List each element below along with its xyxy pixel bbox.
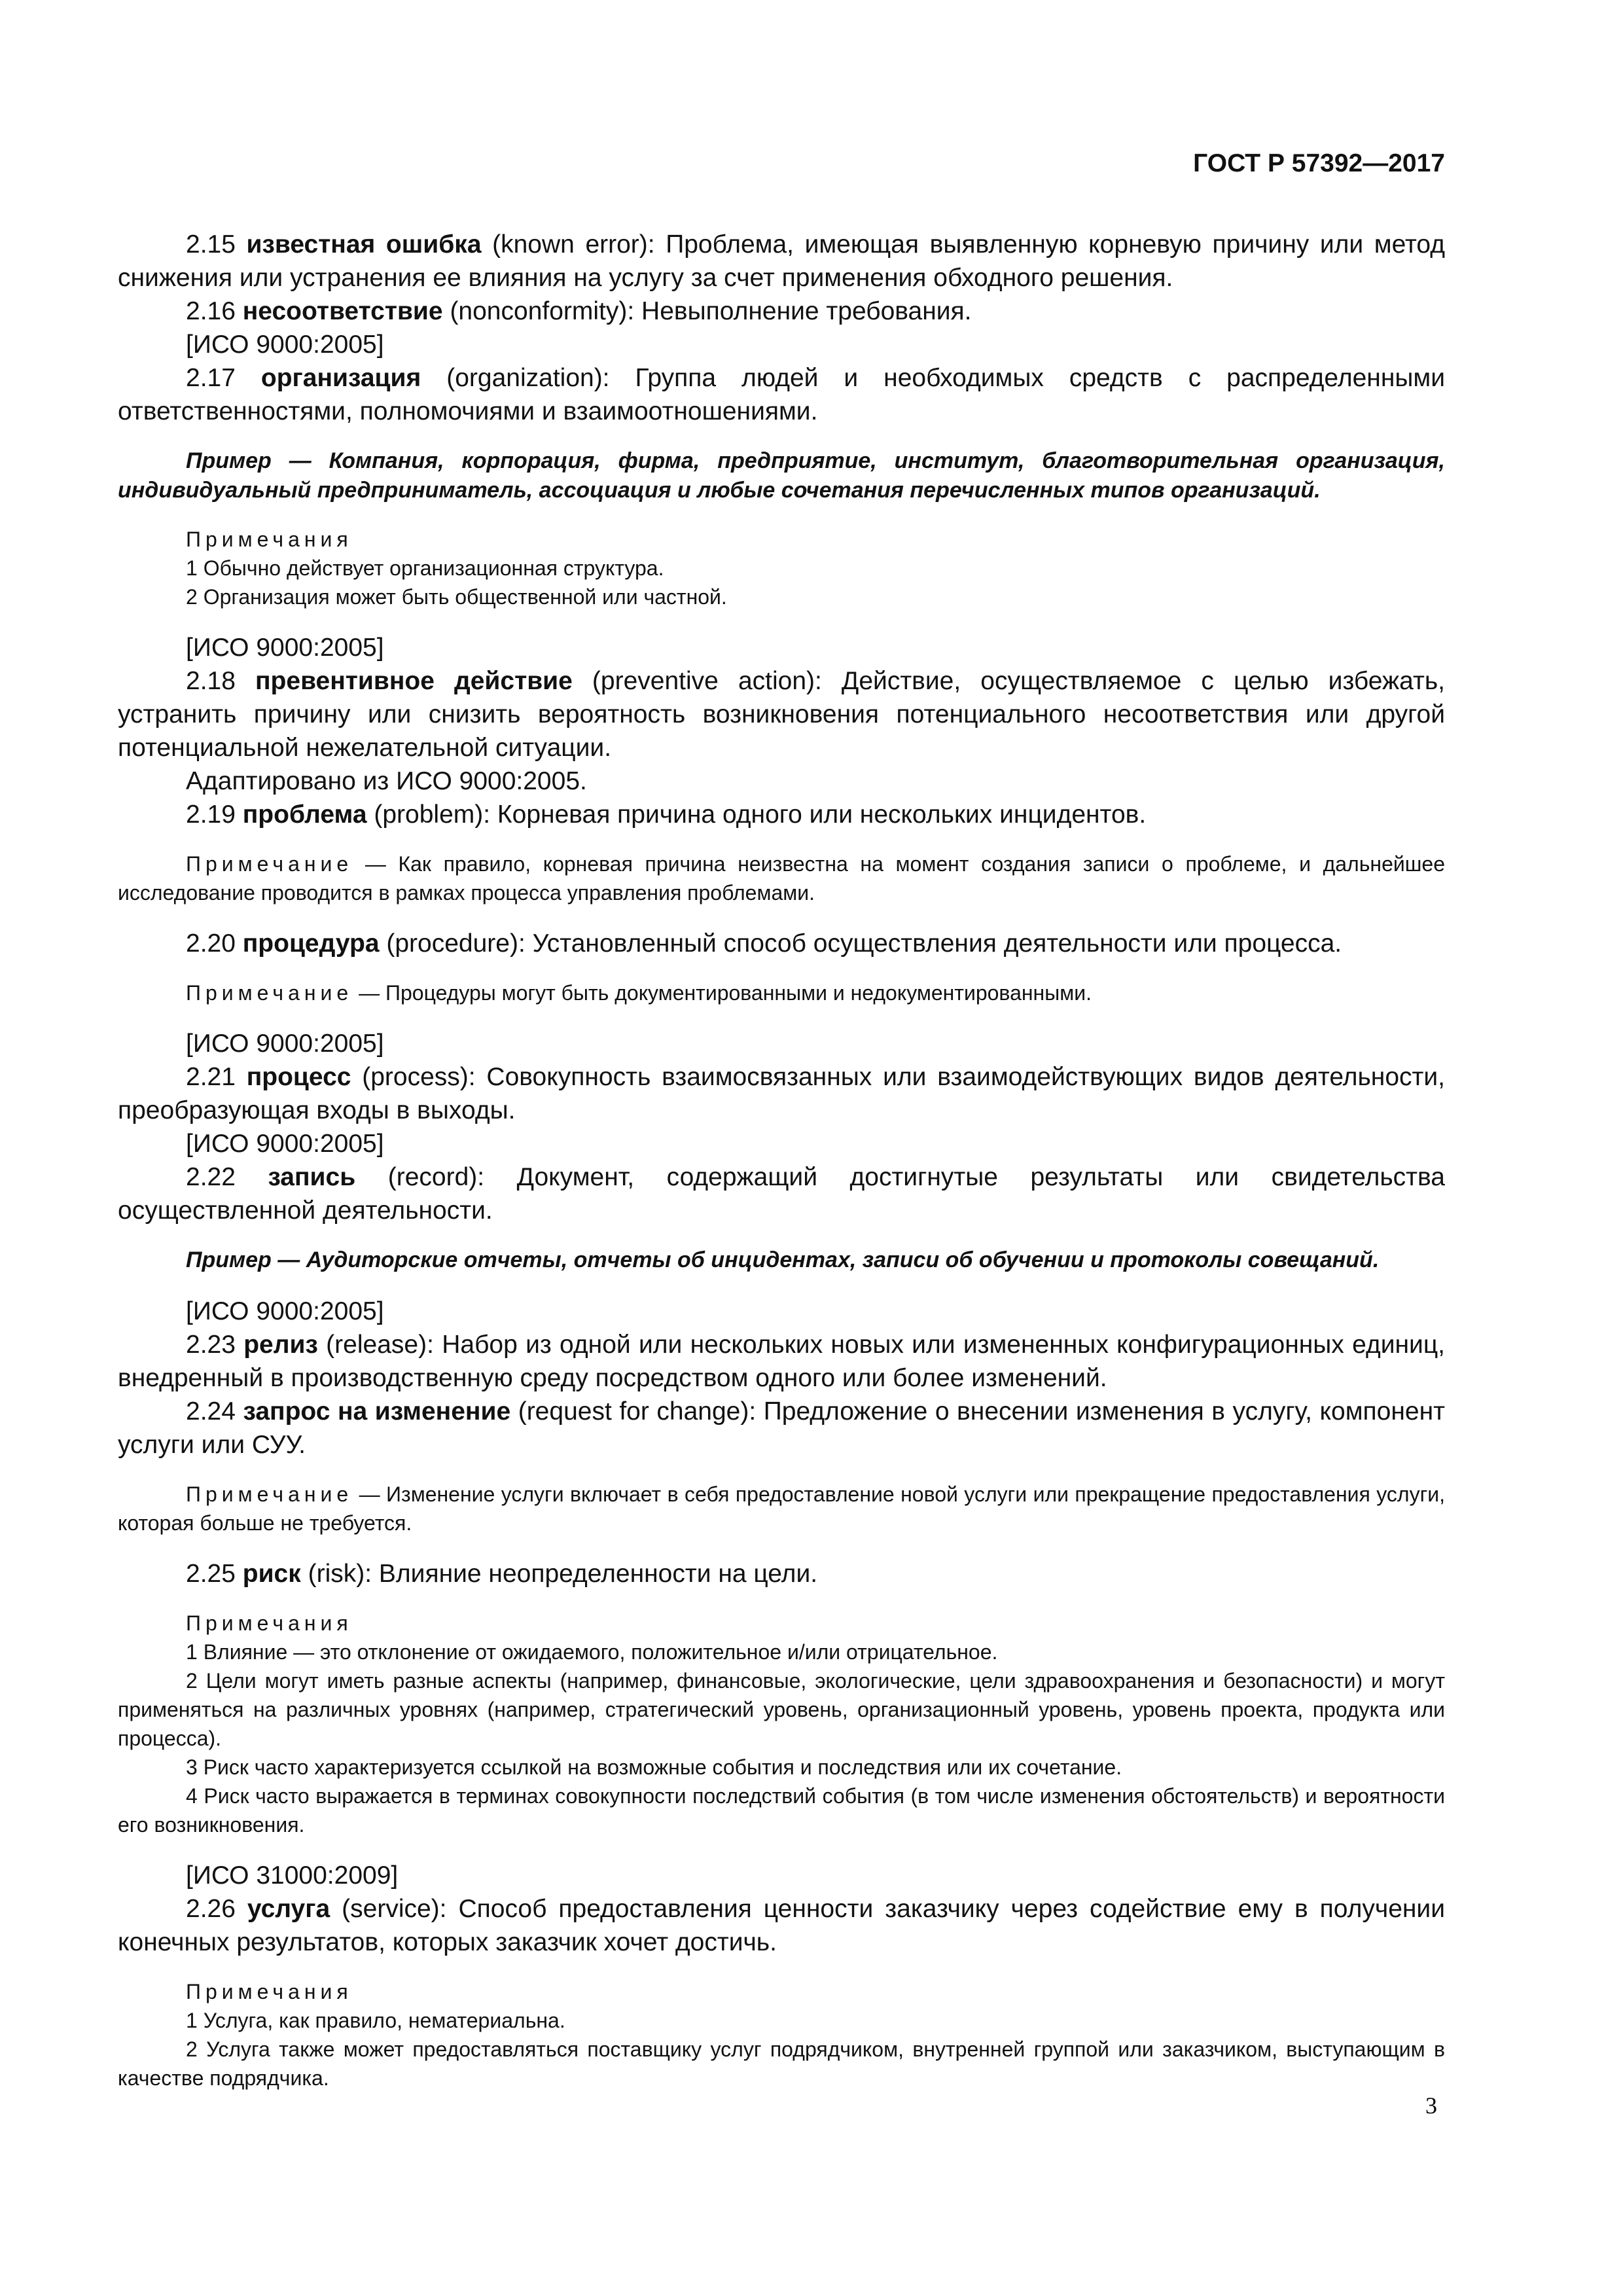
term-2-20: 2.20 процедура (procedure): Установленный способ осуществления деятельности или процесса. bbox=[186, 929, 1342, 958]
term-2-25: 2.25 риск (risk): Влияние неопределенности на цели. bbox=[186, 1560, 818, 1588]
term-2-16: 2.16 несоответствие (nonconformity): Невыполнение требования. bbox=[186, 297, 972, 325]
term-title: процедура bbox=[242, 929, 380, 958]
term-title: запрос на изменение bbox=[243, 1397, 511, 1426]
note-2-19: Примечание — Как правило, корневая причина неизвестна на момент создания записи о проблеме, и дальнейшее исследование проводится в рамках процесса управления проблемами. bbox=[118, 852, 1445, 905]
note-2-24: Примечание — Изменение услуги включает в себя предоставление новой услуги или прекращение предоставления услуги, которая больше не требуется. bbox=[118, 1482, 1445, 1535]
term-2-18: 2.18 превентивное действие (preventive action): Действие, осуществляемое с целью избежать, устранить причину или снизить вероятность возникновения потенциального несоответствия или другой потенциальной нежелательной ситуации. bbox=[118, 667, 1445, 762]
term-title: процесс bbox=[246, 1063, 351, 1091]
term-title: услуга bbox=[247, 1895, 330, 1923]
note-item: 1 Влияние — это отклонение от ожидаемого, положительное и/или отрицательное. bbox=[186, 1640, 998, 1664]
term-title: запись bbox=[268, 1163, 356, 1191]
term-title: известная ошибка bbox=[246, 230, 482, 259]
note-label: Примечание bbox=[186, 852, 353, 876]
term-title: организация bbox=[260, 364, 421, 392]
note-item: 1 Обычно действует организационная структура. bbox=[186, 556, 664, 580]
term-2-17: 2.17 организация (organization): Группа людей и необходимых средств с распределенными ответственностями, полномочиями и взаимоотношениями. bbox=[118, 364, 1445, 425]
source-ref: [ИСО 9000:2005] bbox=[186, 634, 384, 662]
term-2-19: 2.19 проблема (problem): Корневая причина одного или нескольких инцидентов. bbox=[186, 800, 1147, 829]
notes-2-17 bbox=[118, 525, 1445, 611]
note-label: Примечание bbox=[186, 1482, 353, 1506]
term-2-24: 2.24 запрос на изменение (request for change): Предложение о внесении изменения в услугу, компонент услуги или СУУ. bbox=[118, 1397, 1445, 1459]
example-2-17: Пример — Компания, корпорация, фирма, предприятие, институт, благотворительная организация, индивидуальный предприниматель, ассоциация и любые сочетания перечисленных типов организаций. bbox=[118, 448, 1445, 503]
term-2-22: 2.22 запись (record): Документ, содержащий достигнутые результаты или свидетельства осуществленной деятельности. bbox=[118, 1163, 1445, 1225]
term-title: риск bbox=[242, 1560, 301, 1588]
adapted-note: Адаптировано из ИСО 9000:2005. bbox=[186, 767, 587, 795]
page-number: 3 bbox=[1425, 2092, 1437, 2119]
note-item: 1 Услуга, как правило, нематериальна. bbox=[186, 2009, 565, 2032]
note-label: Примечание bbox=[186, 981, 353, 1005]
term-title: несоответствие bbox=[242, 297, 443, 325]
term-2-23: 2.23 релиз (release): Набор из одной или нескольких новых или измененных конфигурационных единиц, внедренный в производственную среду посредством одного или более изменений. bbox=[118, 1331, 1445, 1392]
note-item: 2 Услуга также может предоставляться поставщику услуг подрядчиком, внутренней группой или заказчиком, выступающим в качестве подрядчика. bbox=[118, 2037, 1445, 2090]
term-2-15: 2.15 известная ошибка (known error): Проблема, имеющая выявленную корневую причину или метод снижения или устранения ее влияния на услугу за счет применения обходного решения. bbox=[118, 230, 1445, 292]
source-ref: [ИСО 9000:2005] bbox=[186, 331, 384, 359]
notes-heading: Примечания bbox=[186, 1611, 353, 1635]
note-item: 4 Риск часто выражается в терминах совокупности последствий события (в том числе изменения обстоятельств) и вероятности его возникновения. bbox=[118, 1784, 1445, 1837]
notes-2-25 bbox=[118, 1609, 1445, 1839]
document-header: ГОСТ Р 57392—2017 bbox=[1193, 149, 1445, 177]
note-item: 2 Организация может быть общественной или частной. bbox=[186, 585, 727, 609]
term-title: релиз bbox=[243, 1331, 318, 1359]
term-2-21: 2.21 процесс (process): Совокупность взаимосвязанных или взаимодействующих видов деятельности, преобразующая входы в выходы. bbox=[118, 1063, 1446, 1124]
source-ref: [ИСО 31000:2009] bbox=[186, 1861, 399, 1890]
term-2-26: 2.26 услуга (service): Способ предоставления ценности заказчику через содействие ему в получении конечных результатов, которых заказчик хочет достичь. bbox=[118, 1895, 1445, 1956]
term-title: проблема bbox=[242, 800, 367, 829]
notes-heading: Примечания bbox=[186, 528, 353, 551]
term-title: превентивное действие bbox=[255, 667, 573, 695]
notes-heading: Примечания bbox=[186, 1980, 353, 2003]
note-item: 3 Риск часто характеризуется ссылкой на возможные события и последствия или их сочетание. bbox=[186, 1755, 1122, 1779]
source-ref: [ИСО 9000:2005] bbox=[186, 1297, 384, 1325]
source-ref: [ИСО 9000:2005] bbox=[186, 1130, 384, 1158]
notes-2-26 bbox=[118, 1977, 1445, 2092]
note-2-20: Примечание — Процедуры могут быть документированными и недокументированными. bbox=[186, 981, 1092, 1005]
note-item: 2 Цели могут иметь разные аспекты (например, финансовые, экологические, цели здравоохранения и безопасности) и могут применяться на различных уровнях (например, стратегический уровень, организационный уровень, уровень проекта, продукта или процесса). bbox=[118, 1669, 1445, 1750]
source-ref: [ИСО 9000:2005] bbox=[186, 1030, 384, 1058]
example-2-22: Пример — Аудиторские отчеты, отчеты об инцидентах, записи об обучении и протоколы совещаний. bbox=[186, 1247, 1380, 1272]
